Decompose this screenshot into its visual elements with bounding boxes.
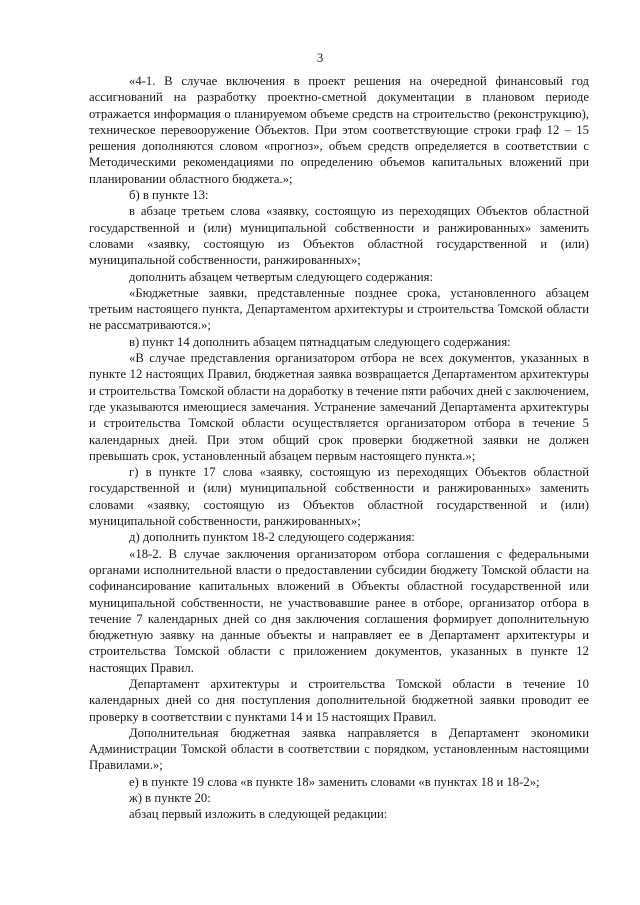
paragraph-item-b: б) в пункте 13: [129,188,209,203]
paragraph-item-zh: ж) в пункте 20: [129,791,211,806]
paragraph-item-zh-abzac-1: абзац первый изложить в следующей редакции: [129,807,388,822]
paragraph-item-d: д) дополнить пунктом 18-2 следующего содержания: [129,530,415,545]
paragraph-item-b-add-abzac-4: дополнить абзацем четвертым следующего содержания: [129,269,433,284]
paragraph-amendment-4-1: «4-1. В случае включения в проект решения на очередной финансовый год ассигнований на разработку проектно-сметной документации в плановом периоде отражается информация о планируемом объеме средств на строительство (реконструкцию), техническое перевооружение Объектов. При этом соответствующие строки граф 12 – 15 решения дополняются словом «прогноз», объем средств определяется в соответствии с Методическими рекомендациями по определению объемов капитальных вложений при планировании областного бюджета.»; [89,74,589,186]
paragraph-item-d-quote-additional: Дополнительная бюджетная заявка направляется в Департамент экономики Администрации Томской области в соответствии с порядком, установленным настоящими Правилами.»; [89,725,589,773]
paragraph-item-e: е) в пункте 19 слова «в пункте 18» заменить словами «в пунктах 18 и 18-2»; [129,774,540,789]
paragraph-item-d-quote-department: Департамент архитектуры и строительства Томской области в течение 10 календарных дней со дня поступления дополнительной бюджетной заявки проводит ее проверку в соответствии с пунктами 14 и 15 настоящих Правил. [89,676,589,724]
paragraph-item-b-abzac-3: в абзаце третьем слова «заявку, состоящую из переходящих Объектов областной государственной и (или) муниципальной собственности и ранжированных» заменить словами «заявку, состоящую из Объектов областной государственной и (или) муниципальной собственности, ранжированных»; [89,204,589,268]
paragraph-item-v: в) пункт 14 дополнить абзацем пятнадцатым следующего содержания: [129,334,511,349]
paragraph-item-d-quote-18-2: «18-2. В случае заключения организатором отбора соглашения с федеральными органами исполнительной власти о предоставлении субсидии бюджету Томской области на софинансирование капитальных вложений в Объекты областной государственной или муниципальной собственности, не участвовавшие ранее в отборе, организатор отбора в течение 7 календарных дней со дня заключения соглашения формирует дополнительную бюджетную заявку на данные объекты и направляет ее в Департамент архитектуры и строительства Томской области с приложением документов, указанных в пункте 12 настоящих Правил. [89,546,589,675]
paragraph-item-b-quote: «Бюджетные заявки, представленные позднее срока, установленного абзацем третьим настоящего пункта, Департаментом архитектуры и строительства Томской области не рассматриваются.»; [89,285,589,333]
paragraph-item-v-quote: «В случае представления организатором отбора не всех документов, указанных в пункте 12 настоящих Правил, бюджетная заявка возвращается Департаментом архитектуры и строительства Томской области на доработку в течение пяти рабочих дней с заключением, где указываются имеющиеся замечания. Устранение замечаний Департамента архитектуры и строительства Томской области осуществляется организатором отбора в течение 5 календарных дней. При этом общий срок проверки бюджетной заявки не должен превышать срок, установленный абзацем первым настоящего пункта.»; [89,351,589,463]
page-number: 3 [316,51,324,65]
paragraph-item-g: г) в пункте 17 слова «заявку, состоящую из переходящих Объектов областной государственной и (или) муниципальной собственности и ранжированных» заменить словами «заявку, состоящую из Объектов областной государственной и (или) муниципальной собственности, ранжированных»; [89,465,589,529]
document-body [89,73,589,823]
